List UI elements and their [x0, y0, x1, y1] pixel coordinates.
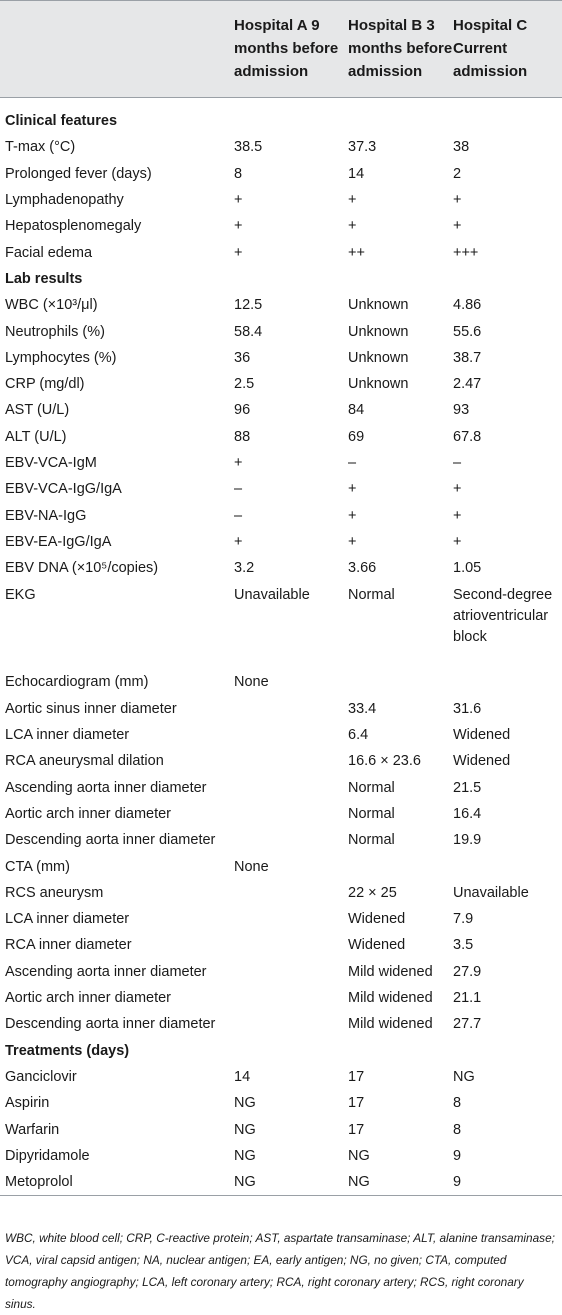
row-label-cell: EBV-NA-IgG — [5, 507, 87, 524]
table-cell: 27.9 — [453, 963, 482, 980]
table-cell — [453, 853, 562, 879]
table-cell: 14 — [348, 165, 365, 182]
table-cell: – — [348, 455, 357, 471]
table-cell: 1.05 — [453, 560, 482, 577]
table-cell — [234, 1011, 348, 1037]
table-row — [0, 1116, 562, 1142]
table-cell — [348, 853, 453, 879]
table-cell: NG — [348, 1174, 370, 1191]
table-cell: None — [234, 674, 269, 691]
row-label-cell: Neutrophils (%) — [5, 323, 105, 340]
table-cell: 3.5 — [453, 937, 474, 954]
table-row — [0, 696, 562, 722]
row-label-cell: Ganciclovir — [5, 1068, 77, 1085]
table-cell: 55.6 — [453, 323, 482, 340]
table-row — [0, 371, 562, 397]
table-cell: 9 — [453, 1147, 462, 1164]
table-cell: + — [348, 218, 357, 235]
table-cell: 69 — [348, 428, 365, 445]
table-cell: Normal — [348, 587, 395, 604]
table-row — [0, 985, 562, 1011]
table-cell: Normal — [348, 805, 395, 822]
table-cell: 88 — [234, 428, 251, 445]
table-cell: 27.7 — [453, 1016, 482, 1033]
table-cell — [234, 748, 348, 774]
table-cell: 33.4 — [348, 700, 377, 717]
table-cell: NG — [453, 1068, 475, 1085]
row-label-cell: Facial edema — [5, 244, 93, 261]
table-row — [0, 424, 562, 450]
table-cell: 84 — [348, 402, 365, 419]
table-cell: 16.6 × 23.6 — [348, 753, 421, 770]
table-cell — [234, 880, 348, 906]
table-cell: + — [348, 533, 357, 550]
table-cell: + — [234, 244, 243, 261]
row-label-cell: CRP (mg/dl) — [5, 376, 85, 393]
table-cell: Second-degree atrioventricular block — [453, 587, 553, 646]
table-row — [0, 476, 562, 502]
row-label-cell: Ascending aorta inner diameter — [5, 779, 207, 796]
table-cell: NG — [234, 1121, 256, 1138]
table-cell: 8 — [453, 1095, 462, 1112]
table-cell: 38 — [453, 139, 470, 156]
table-cell: Mild widened — [348, 990, 433, 1007]
section-heading-row — [0, 108, 562, 134]
table-cell — [348, 1038, 453, 1064]
table-row — [0, 345, 562, 371]
table-cell — [234, 722, 348, 748]
table-cell: 38.5 — [234, 139, 263, 156]
table-row — [0, 529, 562, 555]
table-cell — [348, 669, 453, 695]
table-cell — [234, 906, 348, 932]
table-row — [0, 502, 562, 528]
header-cell-blank — [0, 1, 234, 98]
table-row — [0, 318, 562, 344]
table-cell: 58.4 — [234, 323, 263, 340]
table-cell: 3.2 — [234, 560, 255, 577]
table-row — [0, 161, 562, 187]
table-cell — [234, 775, 348, 801]
table-cell — [234, 266, 348, 292]
table-cell: Unknown — [348, 349, 409, 366]
table-cell: + — [348, 192, 357, 209]
table-cell — [348, 108, 453, 134]
row-label-cell: Aortic sinus inner diameter — [5, 700, 177, 717]
table-cell — [453, 266, 562, 292]
table-row — [0, 801, 562, 827]
table-row — [0, 134, 562, 160]
table-row — [0, 581, 562, 669]
table-row — [0, 959, 562, 985]
table-row — [0, 213, 562, 239]
row-label-cell: Dipyridamole — [5, 1147, 90, 1164]
table-cell: Unknown — [348, 323, 409, 340]
table-cell — [234, 801, 348, 827]
table-cell: 22 × 25 — [348, 884, 397, 901]
table-cell: 9 — [453, 1174, 462, 1191]
table-cell: Widened — [348, 911, 406, 928]
row-label-cell: Prolonged fever (days) — [5, 165, 152, 182]
row-label-cell: AST (U/L) — [5, 402, 70, 419]
table-cell: + — [234, 218, 243, 235]
table-cell: 16.4 — [453, 805, 482, 822]
table-cell: Mild widened — [348, 1016, 433, 1033]
table-cell: 12.5 — [234, 297, 263, 314]
table-cell: – — [234, 507, 243, 524]
row-label-cell: Aortic arch inner diameter — [5, 805, 172, 822]
table-cell: 6.4 — [348, 727, 369, 744]
section-heading-row — [0, 266, 562, 292]
table-cell: 2 — [453, 165, 462, 182]
row-label-cell: LCA inner diameter — [5, 911, 130, 928]
table-cell: 2.47 — [453, 376, 482, 393]
table-row — [0, 239, 562, 265]
table-cell: + — [234, 455, 243, 471]
table-cell — [234, 959, 348, 985]
table-cell: ++ — [348, 244, 365, 261]
table-cell: 14 — [234, 1068, 251, 1085]
table-cell — [234, 1038, 348, 1064]
table-cell: + — [453, 533, 462, 550]
table-row — [0, 906, 562, 932]
table-cell: Widened — [453, 753, 511, 770]
row-label-cell: EBV-VCA-IgG/IgA — [5, 481, 122, 498]
table-cell: 8 — [453, 1121, 462, 1138]
table-cell — [234, 696, 348, 722]
row-label-cell: Lymphocytes (%) — [5, 349, 117, 366]
table-cell: – — [453, 455, 462, 471]
row-label-cell: Aortic arch inner diameter — [5, 990, 172, 1007]
row-label-cell: RCS aneurysm — [5, 884, 104, 901]
header-hospital-a: Hospital A 9 months before admission — [234, 17, 339, 80]
table-cell: 4.86 — [453, 297, 482, 314]
table-cell: + — [234, 533, 243, 550]
row-label-cell: T-max (°C) — [5, 139, 76, 156]
table-cell: 17 — [348, 1068, 365, 1085]
table-cell: + — [453, 481, 462, 498]
section-heading-row — [0, 1038, 562, 1064]
table-cell: + — [453, 218, 462, 235]
table-cell — [234, 827, 348, 853]
table-cell: NG — [348, 1147, 370, 1164]
table-cell — [234, 985, 348, 1011]
row-label-cell: Hepatosplenomegaly — [5, 218, 142, 235]
table-row — [0, 880, 562, 906]
table-cell: + — [234, 192, 243, 209]
table-cell — [453, 669, 562, 695]
header-hospital-b: Hospital B 3 months before admission — [348, 17, 453, 80]
table-cell — [453, 1038, 562, 1064]
table-cell: Normal — [348, 779, 395, 796]
table-cell: Widened — [453, 727, 511, 744]
table-row — [0, 748, 562, 774]
table-cell: + — [453, 507, 462, 524]
row-label-cell: Warfarin — [5, 1121, 60, 1138]
table-cell: 67.8 — [453, 428, 482, 445]
table-cell: NG — [234, 1095, 256, 1112]
table-cell: 21.5 — [453, 779, 482, 796]
table-row — [0, 1064, 562, 1090]
table-cell: 37.3 — [348, 139, 377, 156]
table-cell: 8 — [234, 165, 243, 182]
row-label-cell: ALT (U/L) — [5, 428, 67, 445]
table-cell: 36 — [234, 349, 251, 366]
table-row — [0, 1143, 562, 1169]
table-row — [0, 1090, 562, 1116]
table-row — [0, 292, 562, 318]
table-cell: Unknown — [348, 376, 409, 393]
table-row — [0, 853, 562, 879]
table-cell: Normal — [348, 832, 395, 849]
table-cell: Unavailable — [234, 587, 310, 604]
row-label-cell: EKG — [5, 587, 36, 604]
table-cell: Mild widened — [348, 963, 433, 980]
table-row — [0, 827, 562, 853]
table-cell: 19.9 — [453, 832, 482, 849]
row-label-cell: Clinical features — [5, 113, 118, 130]
table-body — [0, 98, 562, 1196]
header-spacer-row — [0, 98, 562, 109]
table-row — [0, 450, 562, 476]
row-label-cell: EBV-VCA-IgM — [5, 455, 97, 471]
table-cell: 96 — [234, 402, 251, 419]
spacer-cell — [0, 98, 562, 109]
table-cell: 21.1 — [453, 990, 482, 1007]
table-cell: 93 — [453, 402, 470, 419]
row-label-cell: Descending aorta inner diameter — [5, 1016, 216, 1033]
row-label-cell: Treatments (days) — [5, 1042, 130, 1059]
table-cell — [453, 108, 562, 134]
table-cell: 17 — [348, 1121, 365, 1138]
table-row — [0, 722, 562, 748]
table-cell: + — [348, 507, 357, 524]
table-cell: 3.66 — [348, 560, 377, 577]
table-cell: 17 — [348, 1095, 365, 1112]
header-hospital-c: Hospital C Current admission — [453, 17, 528, 80]
row-label-cell: Aspirin — [5, 1095, 50, 1112]
table-cell — [234, 108, 348, 134]
table-cell: 31.6 — [453, 700, 482, 717]
table-cell: 7.9 — [453, 911, 474, 928]
table-cell: Unknown — [348, 297, 409, 314]
row-label-cell: EBV-EA-IgG/IgA — [5, 533, 112, 550]
table-row — [0, 669, 562, 695]
table-row — [0, 932, 562, 958]
row-label-cell: CTA (mm) — [5, 858, 70, 875]
table-row — [0, 187, 562, 213]
row-label-cell: RCA aneurysmal dilation — [5, 753, 164, 770]
row-label-cell: Lab results — [5, 270, 83, 287]
table-cell: + — [453, 192, 462, 209]
table-row — [0, 1169, 562, 1196]
table-row — [0, 1011, 562, 1037]
row-label-cell: EBV DNA (×10⁵/copies) — [5, 560, 159, 577]
table-cell: + — [348, 481, 357, 498]
table-cell — [348, 266, 453, 292]
table-cell: NG — [234, 1174, 256, 1191]
table-row — [0, 555, 562, 581]
table-header-row — [0, 1, 562, 98]
row-label-cell: Metoprolol — [5, 1174, 73, 1191]
table-cell: Widened — [348, 937, 406, 954]
row-label-cell: Ascending aorta inner diameter — [5, 963, 207, 980]
row-label-cell: Descending aorta inner diameter — [5, 832, 216, 849]
table-cell: Unavailable — [453, 884, 529, 901]
row-label-cell: Lymphadenopathy — [5, 192, 124, 209]
table-cell: +++ — [453, 244, 479, 261]
row-label-cell: LCA inner diameter — [5, 727, 130, 744]
row-label-cell: RCA inner diameter — [5, 937, 132, 954]
table-cell: None — [234, 858, 269, 875]
table-cell — [234, 932, 348, 958]
row-label-cell: WBC (×10³/μl) — [5, 297, 98, 314]
table-cell: 38.7 — [453, 349, 482, 366]
table-row — [0, 775, 562, 801]
table-row — [0, 397, 562, 423]
table-footnote: WBC, white blood cell; CRP, C-reactive protein; AST, aspartate transaminase; ALT, alanine transaminase; VCA, viral capsid antigen; NA, nuclear antigen; EA, early antigen; NG, no given; CTA, computed tomography angiography; LCA, left coronary artery; RCA, right coronary artery; RCS, right coronary sinus. — [5, 1231, 555, 1311]
row-label-cell: Echocardiogram (mm) — [5, 674, 149, 691]
table-cell: NG — [234, 1147, 256, 1164]
table-cell: 2.5 — [234, 376, 255, 393]
table-cell: – — [234, 481, 243, 498]
